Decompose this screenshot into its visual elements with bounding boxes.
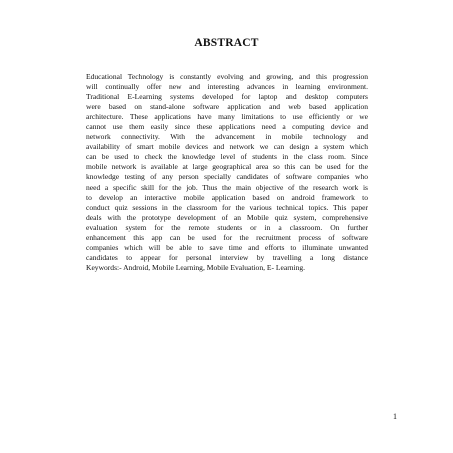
abstract-line: candidates to appear for personal interview by travelling a long distance bbox=[86, 252, 368, 262]
page-number: 1 bbox=[393, 412, 397, 421]
abstract-line: need a specific skill for the job. Thus the main objective of the research work is bbox=[86, 182, 368, 192]
abstract-line: deals with the prototype development of an Mobile quiz system, comprehensive bbox=[86, 212, 368, 222]
keywords-line: Keywords:- Android, Mobile Learning, Mobile Evaluation, E- Learning. bbox=[86, 262, 306, 272]
abstract-body bbox=[86, 72, 368, 273]
abstract-line: Traditional E-Learning systems developed for laptop and desktop computers bbox=[86, 92, 368, 102]
abstract-title: ABSTRACT bbox=[194, 37, 259, 49]
abstract-line: companies which will be able to save time and efforts to illuminate unwanted bbox=[86, 242, 368, 252]
abstract-line: were based on stand-alone software application and web based application bbox=[86, 102, 368, 112]
abstract-line: can be used to check the knowledge level of students in the class room. Since bbox=[86, 152, 368, 162]
abstract-line: to develop an interactive mobile application based on android framework to bbox=[86, 192, 368, 202]
abstract-line: evaluation system for the remote students or in a classroom. On further bbox=[86, 222, 368, 232]
abstract-line: enhancement this app can be used for the recruitment process of software bbox=[86, 232, 368, 242]
abstract-line: architecture. These applications have many limitations to use efficiently or we bbox=[86, 112, 368, 122]
abstract-line: cannot use them easily since these applications need a computing device and bbox=[86, 122, 368, 132]
abstract-line: knowledge testing of any person specially candidates of software companies who bbox=[86, 172, 368, 182]
abstract-line: conduct quiz sessions in the classroom for the various technical topics. This paper bbox=[86, 202, 368, 212]
abstract-line: Educational Technology is constantly evolving and growing, and this progression bbox=[86, 72, 368, 81]
abstract-line: network connectivity. With the advancement in mobile technology and bbox=[86, 132, 368, 142]
abstract-line: availability of smart mobile devices and network we can design a system which bbox=[86, 142, 368, 152]
abstract-line: will continually offer new and interesting advances in learning environment. bbox=[86, 82, 368, 92]
abstract-line: mobile network is available at large geographical area so this can be used for the bbox=[86, 162, 368, 172]
